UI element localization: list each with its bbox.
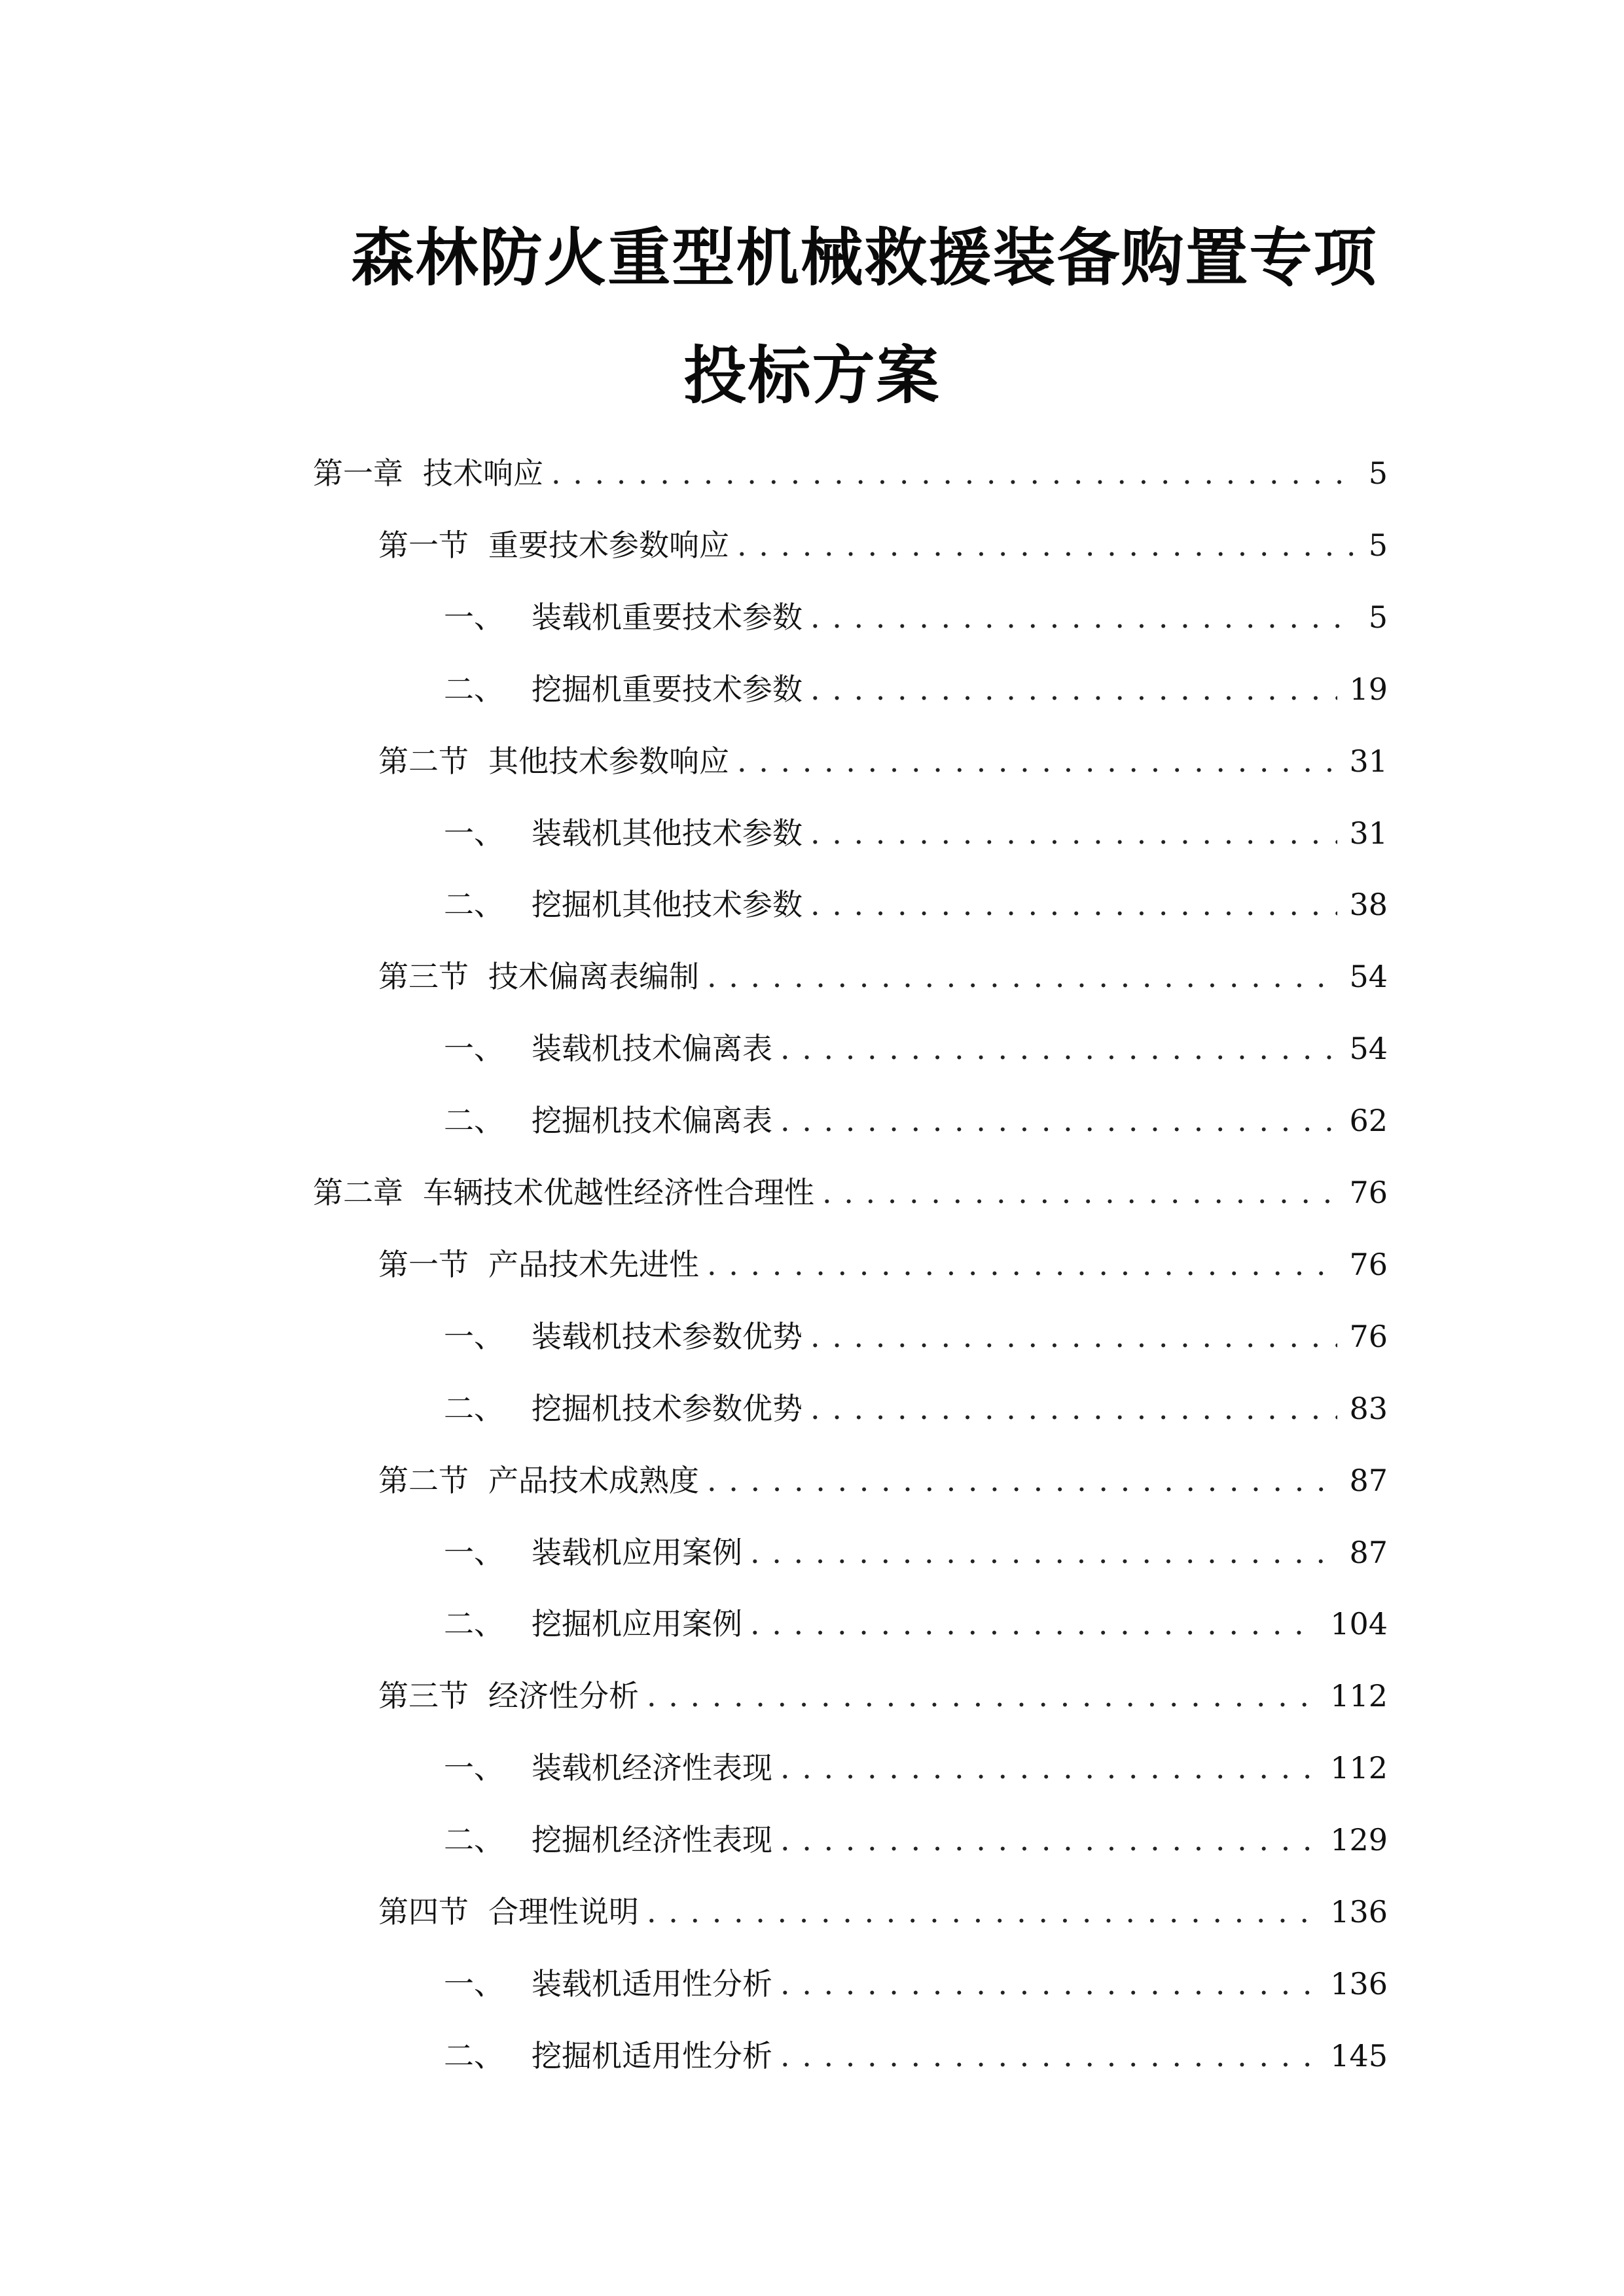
toc-entry[interactable] bbox=[444, 2033, 1388, 2079]
toc-entry[interactable] bbox=[444, 1745, 1388, 1791]
toc-dot-leader bbox=[737, 738, 1337, 784]
toc-entry[interactable] bbox=[444, 594, 1388, 640]
toc-entry-text: 装载机应用案例 bbox=[532, 1535, 742, 1570]
toc-entry-number: 第二章 bbox=[313, 1175, 403, 1210]
toc-entry-number: 一、 bbox=[444, 1031, 504, 1066]
toc-entry[interactable] bbox=[378, 1242, 1388, 1287]
toc-page-number: 31 bbox=[1349, 744, 1388, 779]
toc-page-number: 19 bbox=[1349, 672, 1388, 707]
toc-entry-number: 二、 bbox=[444, 1606, 504, 1641]
toc-entry-number: 二、 bbox=[444, 1822, 504, 1857]
toc-page-number: 112 bbox=[1330, 1750, 1388, 1785]
toc-entry-text: 装载机其他技术参数 bbox=[532, 816, 803, 851]
toc-entry-number: 第一章 bbox=[313, 456, 403, 491]
toc-page-number: 136 bbox=[1330, 1966, 1388, 2001]
toc-entry-text: 挖掘机技术偏离表 bbox=[532, 1103, 772, 1138]
toc-dot-leader bbox=[780, 1745, 1318, 1791]
toc-entry[interactable] bbox=[444, 1098, 1388, 1143]
toc-entry-text: 经济性分析 bbox=[488, 1678, 639, 1713]
toc-entry-number: 一、 bbox=[444, 1966, 504, 2001]
toc-entry-text: 装载机技术参数优势 bbox=[532, 1319, 803, 1354]
toc-dot-leader bbox=[707, 1242, 1337, 1287]
toc-dot-leader bbox=[707, 1458, 1337, 1503]
toc-entry[interactable] bbox=[444, 882, 1388, 927]
document-title-line-1: 森林防火重型机械救援装备购置专项 bbox=[351, 221, 1378, 295]
toc-page-number: 112 bbox=[1330, 1678, 1388, 1713]
toc-entry-number: 二、 bbox=[444, 672, 504, 707]
toc-page-number: 136 bbox=[1330, 1894, 1388, 1929]
toc-entry[interactable] bbox=[313, 1170, 1388, 1215]
toc-entry[interactable] bbox=[444, 1601, 1388, 1647]
toc-entry[interactable] bbox=[444, 1817, 1388, 1863]
toc-dot-leader bbox=[810, 810, 1337, 856]
toc-entry-number: 二、 bbox=[444, 887, 504, 922]
toc-entry-number: 第三节 bbox=[378, 1678, 469, 1713]
toc-page-number: 54 bbox=[1349, 959, 1388, 994]
toc-dot-leader bbox=[810, 1314, 1337, 1359]
toc-entry-text: 其他技术参数响应 bbox=[488, 744, 729, 779]
toc-entry-text: 挖掘机技术参数优势 bbox=[532, 1391, 803, 1426]
toc-entry[interactable] bbox=[378, 1673, 1388, 1719]
toc-entry[interactable] bbox=[444, 1026, 1388, 1071]
toc-entry-text: 挖掘机应用案例 bbox=[532, 1606, 742, 1641]
toc-entry-text: 挖掘机经济性表现 bbox=[532, 1822, 772, 1857]
toc-page-number: 76 bbox=[1349, 1319, 1388, 1354]
toc-entry-number: 一、 bbox=[444, 1535, 504, 1570]
toc-entry[interactable] bbox=[378, 738, 1388, 784]
toc-entry[interactable] bbox=[444, 666, 1388, 712]
toc-entry[interactable] bbox=[444, 1386, 1388, 1431]
toc-entry-text: 装载机适用性分析 bbox=[532, 1966, 772, 2001]
toc-dot-leader bbox=[750, 1601, 1318, 1647]
toc-entry[interactable] bbox=[444, 1530, 1388, 1575]
toc-dot-leader bbox=[780, 1026, 1337, 1071]
toc-dot-leader bbox=[780, 2033, 1318, 2079]
toc-entry-number: 第一节 bbox=[378, 1247, 469, 1282]
toc-entry[interactable] bbox=[444, 1314, 1388, 1359]
toc-entry-text: 车辆技术优越性经济性合理性 bbox=[423, 1175, 814, 1210]
toc-entry[interactable] bbox=[378, 954, 1388, 999]
toc-entry[interactable] bbox=[378, 1458, 1388, 1503]
toc-entry-text: 挖掘机重要技术参数 bbox=[532, 672, 803, 707]
toc-entry-text: 装载机经济性表现 bbox=[532, 1750, 772, 1785]
toc-page-number: 76 bbox=[1349, 1247, 1388, 1282]
toc-entry-number: 第四节 bbox=[378, 1894, 469, 1929]
toc-page-number: 76 bbox=[1349, 1175, 1388, 1210]
toc-dot-leader bbox=[810, 882, 1337, 927]
toc-entry-number: 一、 bbox=[444, 600, 504, 635]
toc-entry-text: 技术响应 bbox=[423, 456, 543, 491]
toc-dot-leader bbox=[780, 1817, 1318, 1863]
toc-page-number: 38 bbox=[1349, 887, 1388, 922]
toc-entry-text: 产品技术成熟度 bbox=[488, 1463, 699, 1498]
toc-page-number: 145 bbox=[1330, 2038, 1388, 2073]
toc-dot-leader bbox=[647, 1889, 1318, 1935]
toc-entry-text: 装载机重要技术参数 bbox=[532, 600, 803, 635]
toc-page-number: 104 bbox=[1330, 1606, 1388, 1641]
toc-entry-text: 装载机技术偏离表 bbox=[532, 1031, 772, 1066]
toc-dot-leader bbox=[780, 1961, 1318, 2007]
toc-dot-leader bbox=[750, 1530, 1337, 1575]
toc-entry-number: 第一节 bbox=[378, 528, 469, 563]
toc-entry-number: 第二节 bbox=[378, 744, 469, 779]
toc-page-number: 83 bbox=[1349, 1391, 1388, 1426]
toc-entry[interactable] bbox=[444, 810, 1388, 856]
toc-dot-leader bbox=[822, 1170, 1337, 1215]
toc-page-number: 54 bbox=[1349, 1031, 1388, 1066]
toc-page-number: 5 bbox=[1368, 528, 1388, 563]
toc-page-number: 31 bbox=[1349, 816, 1388, 851]
toc-entry[interactable] bbox=[313, 450, 1388, 496]
toc-entry[interactable] bbox=[378, 522, 1388, 568]
toc-entry-text: 产品技术先进性 bbox=[488, 1247, 699, 1282]
toc-entry-number: 一、 bbox=[444, 816, 504, 851]
toc-entry-text: 重要技术参数响应 bbox=[488, 528, 729, 563]
toc-entry-number: 一、 bbox=[444, 1319, 504, 1354]
toc-page-number: 87 bbox=[1349, 1535, 1388, 1570]
toc-dot-leader bbox=[647, 1673, 1318, 1719]
toc-page-number: 129 bbox=[1330, 1822, 1388, 1857]
toc-dot-leader bbox=[737, 522, 1356, 568]
toc-entry-text: 挖掘机适用性分析 bbox=[532, 2038, 772, 2073]
toc-entry-text: 技术偏离表编制 bbox=[488, 959, 699, 994]
toc-entry-text: 挖掘机其他技术参数 bbox=[532, 887, 803, 922]
toc-entry[interactable] bbox=[378, 1889, 1388, 1935]
document-title-line-2: 投标方案 bbox=[683, 339, 941, 412]
toc-entry-text: 合理性说明 bbox=[488, 1894, 639, 1929]
toc-dot-leader bbox=[810, 1386, 1337, 1431]
toc-entry-number: 第三节 bbox=[378, 959, 469, 994]
toc-dot-leader bbox=[810, 666, 1337, 712]
toc-entry-number: 第二节 bbox=[378, 1463, 469, 1498]
toc-entry-number: 一、 bbox=[444, 1750, 504, 1785]
toc-page-number: 62 bbox=[1349, 1103, 1388, 1138]
toc-page-number: 87 bbox=[1349, 1463, 1388, 1498]
toc-dot-leader bbox=[780, 1098, 1337, 1143]
toc-entry-number: 二、 bbox=[444, 1103, 504, 1138]
toc-entry-number: 二、 bbox=[444, 2038, 504, 2073]
toc-dot-leader bbox=[810, 594, 1356, 640]
toc-page-number: 5 bbox=[1368, 600, 1388, 635]
toc-page-number: 5 bbox=[1368, 456, 1388, 491]
toc-dot-leader bbox=[551, 450, 1356, 496]
toc-entry-number: 二、 bbox=[444, 1391, 504, 1426]
toc-entry[interactable] bbox=[444, 1961, 1388, 2007]
toc-dot-leader bbox=[707, 954, 1337, 999]
